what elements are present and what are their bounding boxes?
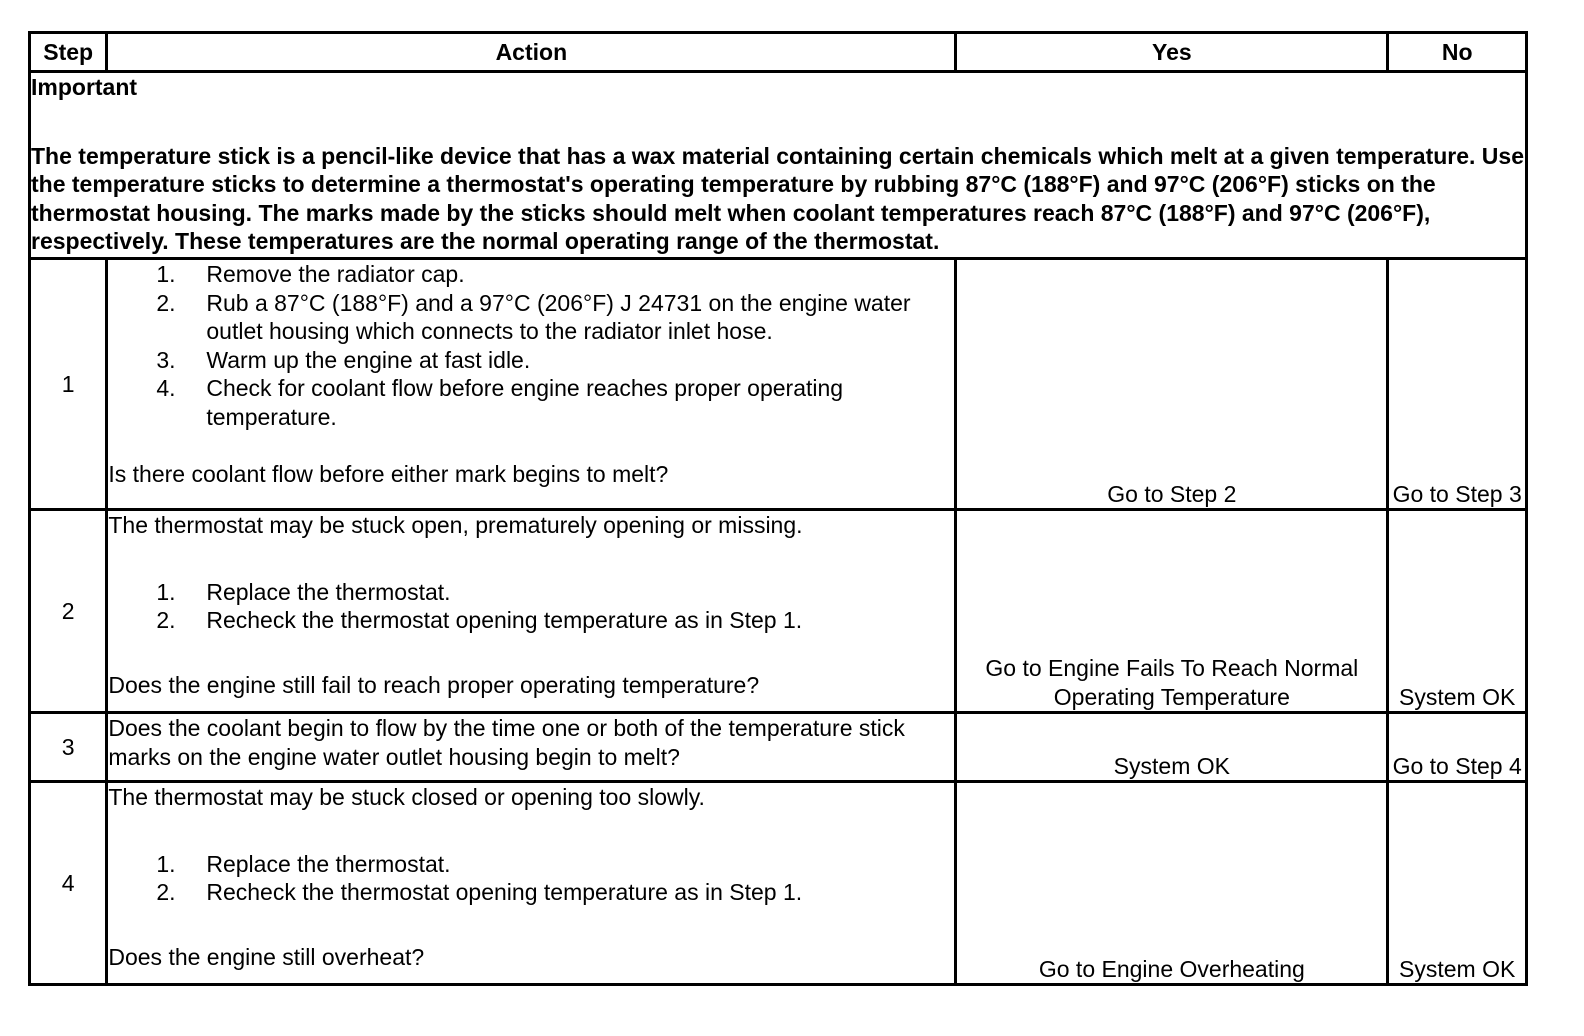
no-result: System OK: [1388, 510, 1527, 713]
yes-result: Go to Engine Fails To Reach Normal Operating Temperature: [956, 510, 1388, 713]
table-row: [30, 782, 1527, 985]
no-result: System OK: [1388, 782, 1527, 985]
step-number: 1: [30, 259, 107, 510]
action-cell: [107, 782, 956, 985]
step-intro: The thermostat may be stuck open, prematurely opening or missing.: [108, 512, 803, 538]
step-number: 4: [30, 782, 107, 985]
header-no: No: [1388, 33, 1527, 72]
no-result: Go to Step 3: [1388, 259, 1527, 510]
table-row: [30, 713, 1527, 782]
header-row: [30, 33, 1527, 72]
step-intro: The thermostat may be stuck closed or opening too slowly.: [108, 784, 705, 810]
important-row: [30, 72, 1527, 259]
header-yes: Yes: [956, 33, 1388, 72]
step-list: [108, 850, 954, 907]
list-item: 1. Replace the thermostat.: [156, 850, 451, 877]
list-item: 4. Check for coolant flow before engine reaches proper operating temperature.: [156, 375, 844, 430]
step-list: [108, 260, 954, 431]
list-item: 1. Replace the thermostat.: [156, 578, 451, 605]
header-step: Step: [30, 33, 107, 72]
list-item: 2. Rub a 87°C (188°F) and a 97°C (206°F) J 24731 on the engine water outlet housing which connects to the radiator inlet hose.: [156, 289, 911, 344]
table-row: [30, 259, 1527, 510]
important-note: [30, 72, 1527, 259]
no-result: Go to Step 4: [1388, 713, 1527, 782]
step-question: Does the engine still fail to reach proper operating temperature?: [108, 671, 760, 698]
step-question: Does the coolant begin to flow by the time one or both of the temperature stick marks on the engine water outlet housing begin to melt?: [108, 715, 905, 770]
action-cell: [107, 713, 956, 782]
list-item: 3. Warm up the engine at fast idle.: [156, 346, 531, 373]
yes-result: Go to Engine Overheating: [956, 782, 1388, 985]
header-action: Action: [107, 33, 956, 72]
action-cell: [107, 510, 956, 713]
action-cell: [107, 259, 956, 510]
step-question: Does the engine still overheat?: [108, 943, 425, 970]
list-item: 2. Recheck the thermostat opening temperature as in Step 1.: [156, 879, 803, 905]
diagnostic-table: [28, 31, 1528, 986]
table-row: [30, 510, 1527, 713]
yes-result: System OK: [956, 713, 1388, 782]
step-list: [108, 578, 954, 635]
important-title: Important: [31, 74, 138, 100]
step-number: 2: [30, 510, 107, 713]
list-item: 1. Remove the radiator cap.: [156, 261, 465, 287]
yes-result: Go to Step 2: [956, 259, 1388, 510]
step-question: Is there coolant flow before either mark begins to melt?: [108, 461, 669, 487]
important-text: The temperature stick is a pencil-like device that has a wax material containing certain chemicals which melt at a given temperature. Use the temperature sticks to determine a thermostat's operating temperature by rubbing 87°C (188°F) and 97°C (206°F) sticks on the thermostat housing. The marks made by the sticks should melt when coolant temperatures reach 87°C (188°F) and 97°C (206°F), respectively. These temperatures are the normal operating range of the thermostat.: [31, 142, 1525, 254]
step-number: 3: [30, 713, 107, 782]
list-item: 2. Recheck the thermostat opening temperature as in Step 1.: [156, 607, 803, 633]
